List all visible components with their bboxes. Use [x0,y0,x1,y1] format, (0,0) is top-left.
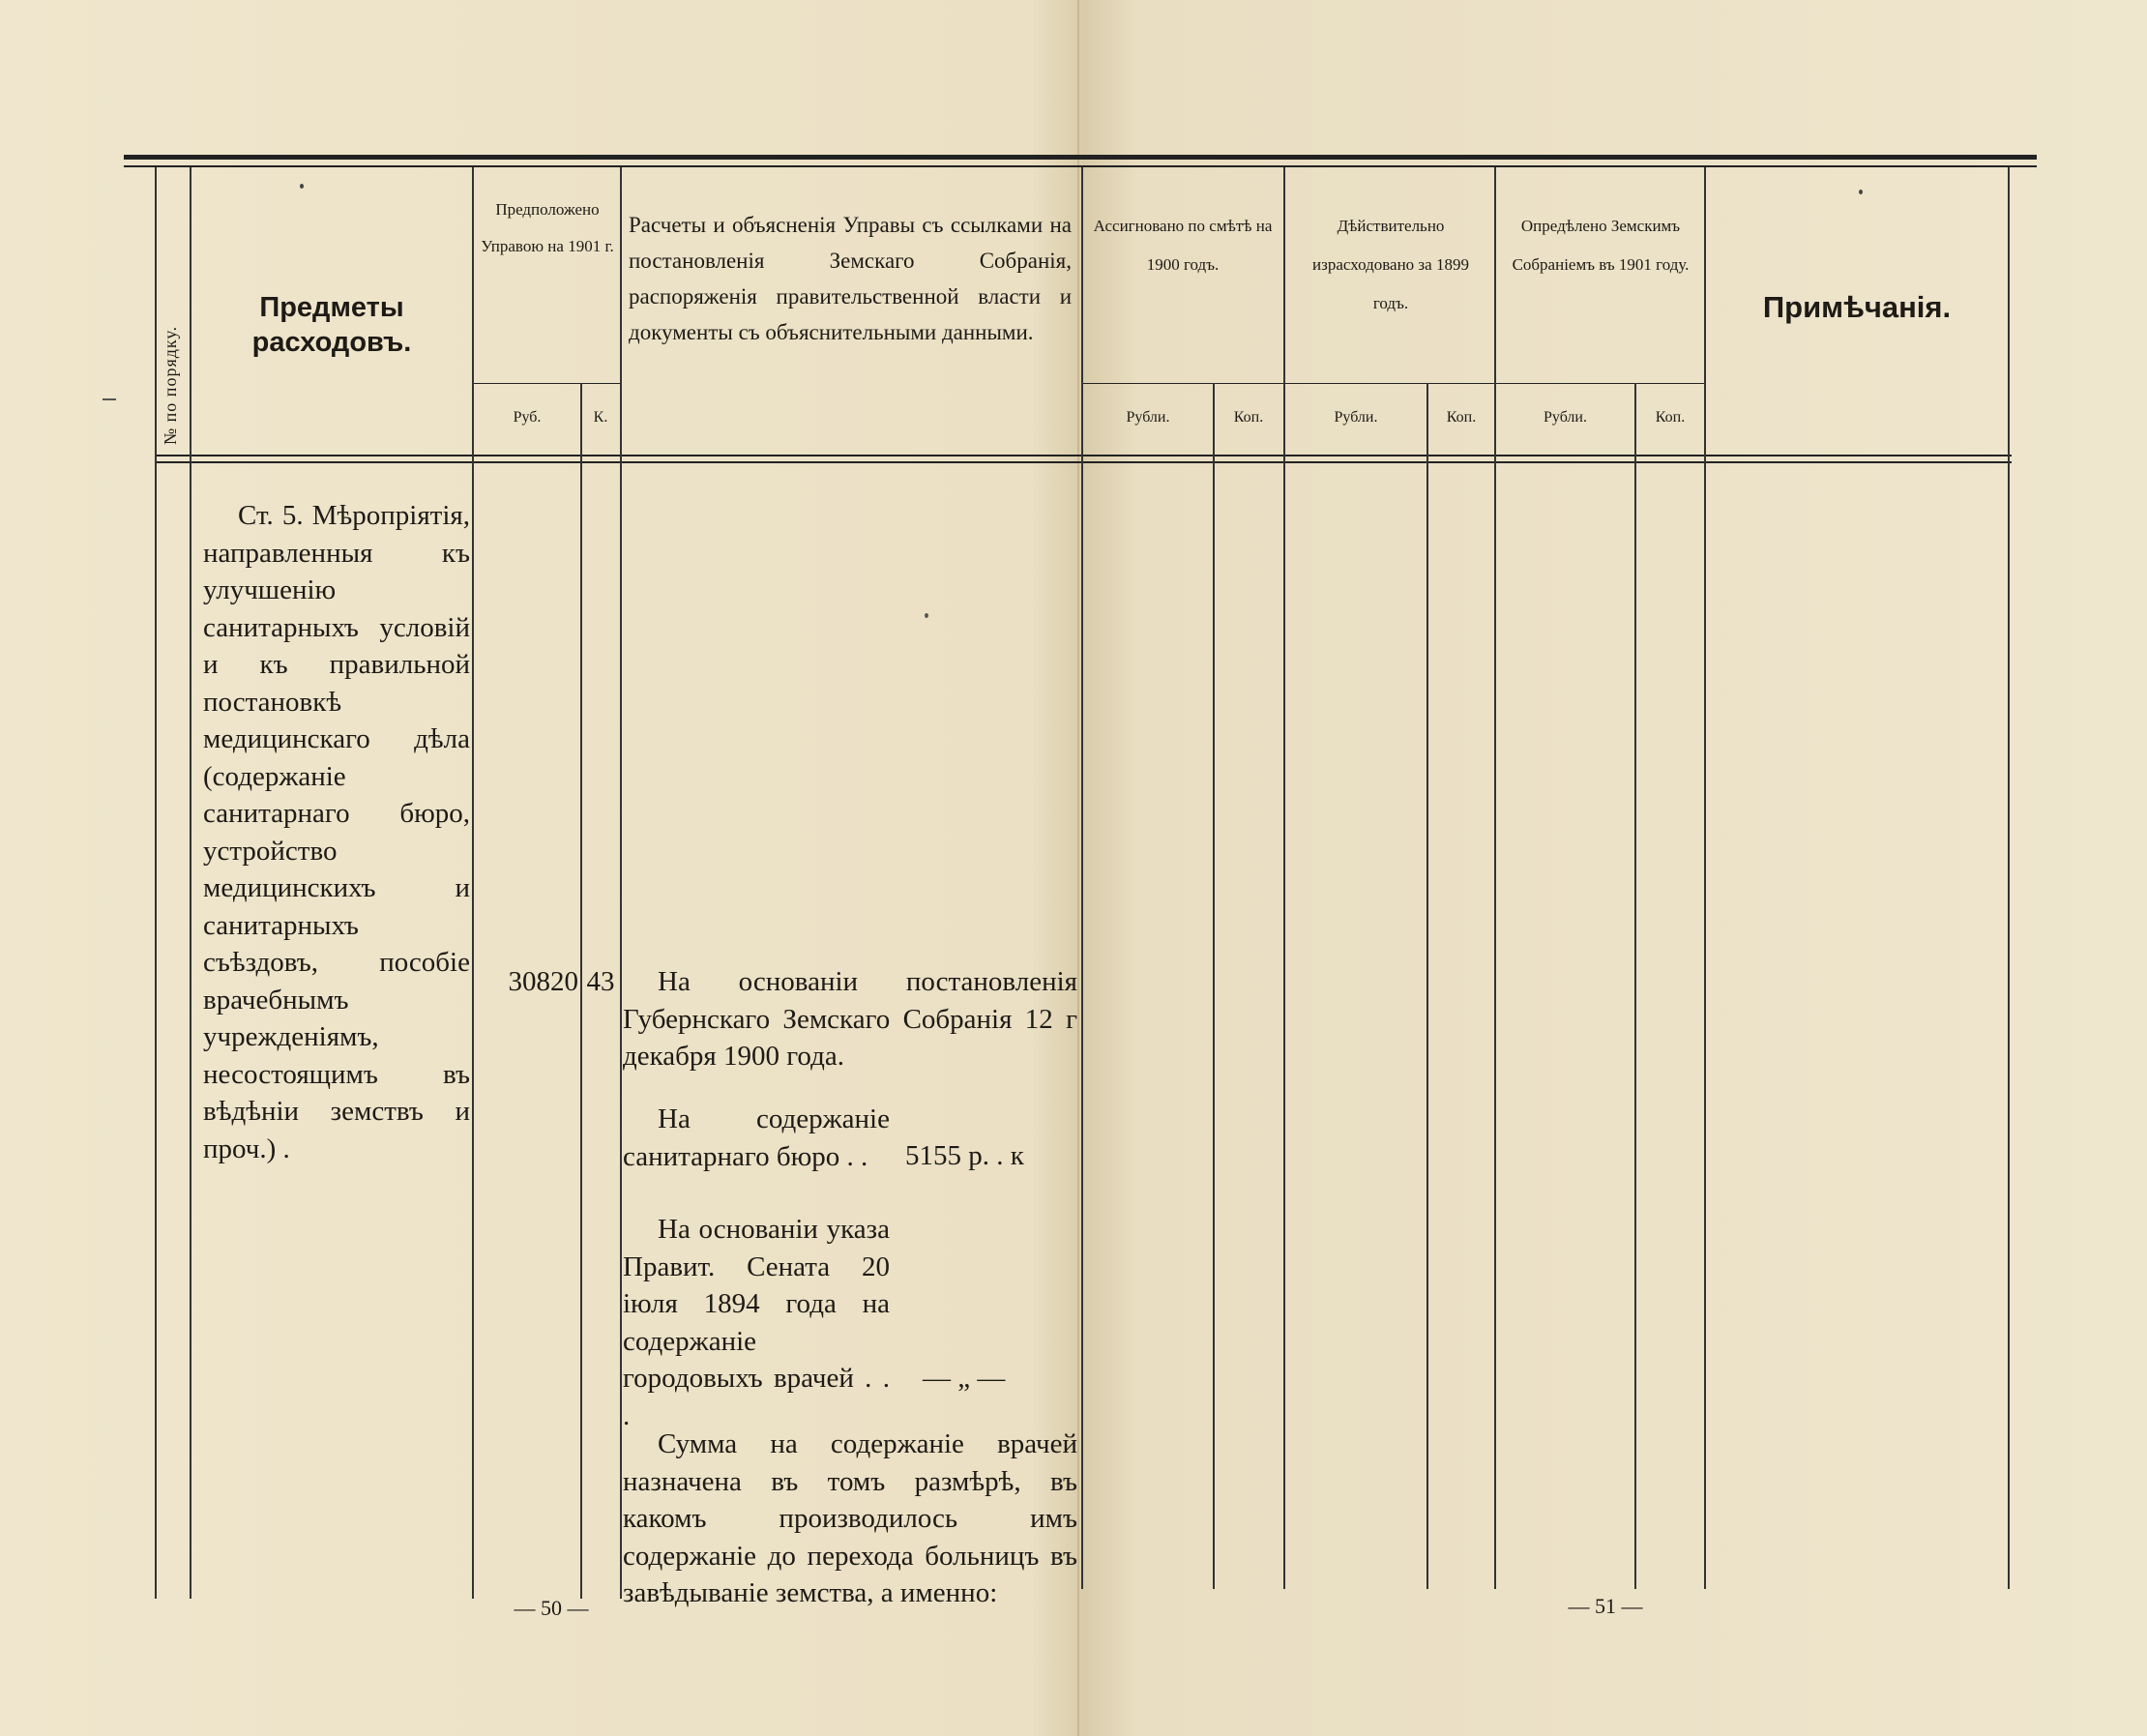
print-speck [925,613,928,618]
col-line [155,167,157,1599]
header-rule [155,455,2012,456]
col-calc-header: Расчеты и объясненія Управы съ ссылками на постановленія Земскаго Собранія, распоряженія правительственной власти и документы съ объяснительными данными. [629,213,1072,344]
calc-paragraph-4: Сумма на содержаніе врачей назначена въ томъ размѣрѣ, въ какомъ производилось имъ содержаніе до перехода больницъ въ завѣдываніе земства, а именно: [623,1428,1077,1608]
page-number-left: — 50 — [514,1596,589,1620]
subheader-rule-right [1081,383,1704,384]
sub-rubli-3: Рубли. [1544,409,1587,426]
calc-paragraph-3: На основаніи указа Правит. Сената 20 іюля 1894 года на содержаніе городовыхъ врачей . . . [623,1214,890,1431]
col-items-header: Предметы расходовъ. [251,292,412,358]
col-notes-header: Примѣчанія. [1762,290,1952,324]
col-line [1081,167,1083,1589]
print-speck [1859,190,1863,194]
calc-amount-2: 5155 р. . к [905,1140,1024,1171]
print-speck [103,398,116,400]
col-line [620,167,622,1599]
calc-amount-3: — „ — [923,1363,1006,1394]
col-line [1213,383,1215,1589]
col-line [1704,167,1706,1589]
sub-kop-1: Коп. [1233,409,1264,426]
col-line [1494,167,1496,1589]
col-line [190,167,191,1599]
col-proposed-header: Предположено Управою на 1901 г. [481,200,614,255]
sub-rubli-1: Рубли. [1126,409,1170,426]
sub-kop-2: Коп. [1446,409,1477,426]
item-description: Ст. 5. Мѣропріятія, направленныя къ улучшенію санитарныхъ условій и къ правильной постановкѣ медицинскаго дѣла (содержаніе санитарнаго бюро, устройство медицинскихъ и санитарныхъ съѣздовъ, пособіе врачебнымъ учрежденіямъ, несостоящимъ въ вѣдѣніи земствъ и проч.) . [203,500,470,1164]
col-line [472,167,474,1599]
col-line [1426,383,1428,1589]
sub-rub: Руб. [513,409,542,426]
page-number-right: — 51 — [1568,1594,1643,1618]
header-rule-2 [155,461,2012,463]
subheader-rule-left [472,383,621,384]
sub-kop-3: Коп. [1655,409,1686,426]
print-speck [300,184,304,189]
sub-k: К. [593,409,608,426]
col-assigned-header: Ассигновано по смѣтѣ на 1900 годъ. [1093,217,1273,274]
calc-paragraph-2: На содержаніе санитарнаго бюро . . [623,1103,890,1172]
top-rule [124,155,2037,160]
proposed-rub: 30820 [508,966,578,997]
col-line [1283,167,1285,1589]
calc-paragraph-1: На основаніи постановленія Губернскаго Земскаго Собранія 12 г декабря 1900 года. [623,966,1077,1072]
col-spent-header: Дѣйствительно израсходовано за 1899 годъ. [1312,217,1469,312]
col-line [1634,383,1636,1589]
col-line [2008,167,2010,1589]
col-determined-header: Опредѣлено Земскимъ Собраніемъ въ 1901 году. [1512,217,1690,274]
col-no-header: № по порядку. [161,325,180,445]
sub-rubli-2: Рубли. [1334,409,1378,426]
book-gutter [1077,0,1079,1736]
top-rule-thin [124,165,2037,167]
proposed-kop: 43 [586,966,615,997]
